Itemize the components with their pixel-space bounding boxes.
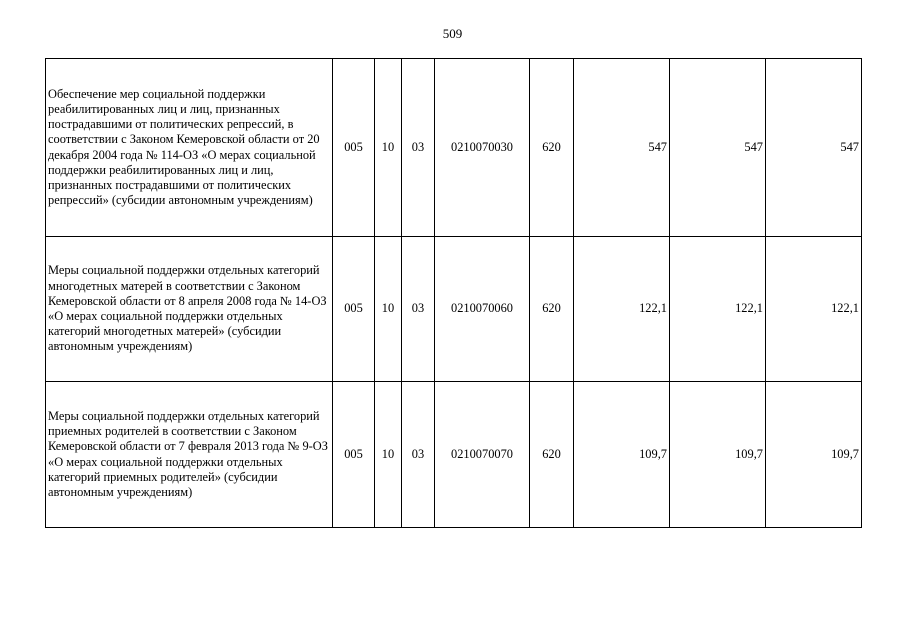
ministry-code: 005 [333, 382, 375, 528]
amount-1: 109,7 [574, 382, 670, 528]
amount-2: 109,7 [670, 382, 766, 528]
ministry-code: 005 [333, 59, 375, 237]
amount-1: 122,1 [574, 237, 670, 382]
expense-type-code: 620 [530, 382, 574, 528]
row-description: Меры социальной поддержки отдельных категорий приемных родителей в соответствии с Законом Кемеровской области от 7 февраля 2013 года № 9-ОЗ «О мерах социальной поддержки отдельных категорий приемных родителей» (субсидии автономным учреждениям) [46, 382, 333, 528]
amount-1: 547 [574, 59, 670, 237]
row-description: Меры социальной поддержки отдельных категорий многодетных матерей в соответствии с Законом Кемеровской области от 8 апреля 2008 года № 14-ОЗ «О мерах социальной поддержки отдельных категорий многодетных матерей» (субсидии автономным учреждениям) [46, 237, 333, 382]
ministry-code: 005 [333, 237, 375, 382]
target-article-code: 0210070030 [435, 59, 530, 237]
amount-2: 122,1 [670, 237, 766, 382]
table-row [46, 237, 862, 382]
row-description: Обеспечение мер социальной поддержки реабилитированных лиц и лиц, признанных пострадавшими от политических репрессий, в соответствии с Законом Кемеровской области от 20 декабря 2004 года № 114-ОЗ «О мерах социальной поддержки реабилитированных лиц и лиц, признанных пострадавшими от политических репрессий» (субсидии автономным учреждениям) [46, 59, 333, 237]
subsection-code: 03 [402, 237, 435, 382]
section-code: 10 [375, 237, 402, 382]
budget-table [45, 58, 862, 528]
page-number: 509 [442, 26, 463, 41]
amount-3: 547 [766, 59, 862, 237]
table-row [46, 59, 862, 237]
expense-type-code: 620 [530, 59, 574, 237]
amount-2: 547 [670, 59, 766, 237]
expense-type-code: 620 [530, 237, 574, 382]
section-code: 10 [375, 59, 402, 237]
subsection-code: 03 [402, 59, 435, 237]
target-article-code: 0210070060 [435, 237, 530, 382]
target-article-code: 0210070070 [435, 382, 530, 528]
amount-3: 109,7 [766, 382, 862, 528]
amount-3: 122,1 [766, 237, 862, 382]
subsection-code: 03 [402, 382, 435, 528]
table-row [46, 382, 862, 528]
section-code: 10 [375, 382, 402, 528]
